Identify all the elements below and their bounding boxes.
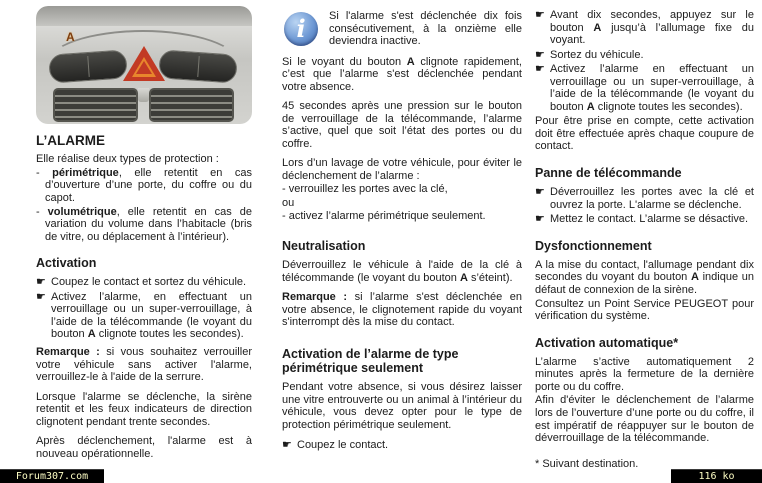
vent-center-clip: [138, 88, 149, 102]
paragraph: Lors d’un lavage de votre véhicule, pour éviter le déclenchement de l’alarme :: [282, 157, 522, 182]
list-item: [535, 49, 754, 62]
section-title-activation: Activation: [36, 256, 97, 271]
section-title-perimeter-activation: Activation de l’alarme de type périmétrique seulement: [282, 346, 459, 376]
column-1: [36, 4, 252, 477]
page-title: L’ALARME: [36, 133, 105, 148]
air-vent-right: [149, 88, 234, 122]
remark-text: Remarque : si l’alarme s'est déclenchée en votre absence, le clignotement rapide du voyant s'interrompt dès la mise du contact.: [282, 291, 522, 329]
paragraph: L’alarme s’active automatiquement 2 minutes après la fermeture de la dernière porte ou du coffre.: [535, 355, 754, 393]
paragraph: A la mise du contact, l'allumage pendant dix secondes du voyant du bouton A indique un défaut de connexion de la sirène.: [535, 258, 754, 296]
paragraph: Pendant votre absence, si vous désirez laisser une vitre entrouverte ou un animal à l’intérieur du véhicule, vous devez opter pour le type de protection périmétrique seulement.: [282, 381, 522, 431]
paragraph: Afin d'éviter le déclenchement de l’alarme lors de l’ouverture d’une porte ou du coffre, il est impératif de réappuyer sur le bouton de déverrouillage de la télécommande.: [535, 394, 754, 445]
button-a-callout-label: A: [66, 30, 75, 44]
list-item-text: Coupez le contact et sortez du véhicule.: [51, 276, 247, 289]
paragraph: Lorsque l'alarme se déclenche, la sirène retentit et les feux indicateurs de direction clignotent pendant trente secondes.: [36, 390, 252, 428]
paragraph: Consultez un Point Service PEUGEOT pour vérification du système.: [535, 297, 754, 323]
dashboard-top-trim: [36, 6, 252, 26]
paragraph: Pour être prise en compte, cette activation doit être effectuée après chaque coupure de contact.: [535, 115, 754, 153]
list-item-text: Mettez le contact. L’alarme se désactive.: [550, 213, 749, 226]
hand-bullet-icon: ☛: [535, 186, 545, 199]
list-item-text: Sortez du véhicule.: [550, 48, 644, 61]
list-item-text: Avant dix secondes, appuyez sur le bouton A jusqu’à l’allumage fixe du voyant.: [550, 9, 755, 47]
info-note-text: Si l'alarme s'est déclenchée dix fois consécutivement, à la onzième elle deviendra inactive.: [329, 10, 522, 48]
dashboard-photo: [36, 6, 252, 124]
hand-bullet-icon: ☛: [535, 48, 545, 61]
column-2: [282, 4, 522, 477]
wash-option-1: - verrouillez les portes avec la clé,: [282, 183, 448, 196]
list-item-text: Coupez le contact.: [297, 438, 389, 451]
intro-text: Elle réalise deux types de protection :: [36, 153, 219, 166]
list-item: [535, 9, 754, 47]
section-title-activation-automatique: Activation automatique*: [535, 335, 679, 350]
list-item-text: Activez l’alarme en effectuant un verrouillage ou un super-verrouillage, à l’aide de la télécommande (le voyant du bouton A clignote toutes les secondes).: [550, 63, 754, 113]
paragraph: Après déclenchement, l'alarme est à nouveau opérationnelle.: [36, 435, 252, 460]
footnote: * Suivant destination.: [535, 457, 639, 470]
list-item: [535, 186, 754, 211]
protection-type-perimetrique: - périmétrique, elle retentit en cas d’ouverture d’une porte, du coffre ou du capot.: [36, 166, 252, 204]
column-3: [535, 4, 754, 477]
section-title-dysfonctionnement: Dysfonctionnement: [535, 238, 652, 253]
list-item: [36, 291, 252, 341]
list-item-text: Déverrouillez les portes avec la clé et ouvrez la porte. L'alarme se déclenche.: [550, 186, 754, 211]
list-item: [535, 213, 754, 226]
section-title-panne: Panne de télécommande: [535, 165, 682, 180]
hazard-warning-inner-triangle: [132, 57, 156, 77]
hand-bullet-icon: ☛: [282, 438, 292, 451]
paragraph: 45 secondes après une pression sur le bouton de verrouillage de la télécommande, l’alarme s’active, quel que soit l’état des portes ou du coffre.: [282, 100, 522, 150]
wash-option-2: - activez l’alarme périmétrique seulement.: [282, 210, 486, 223]
dashboard-right-buttons: [158, 49, 238, 83]
paragraph: Si le voyant du bouton A clignote rapidement, c’est que l’alarme s'est déclenchée pendant votre absence.: [282, 55, 522, 93]
list-item: [282, 439, 522, 452]
section-title-neutralisation: Neutralisation: [282, 238, 366, 253]
hand-bullet-icon: ☛: [36, 290, 46, 303]
dashboard-left-buttons: [48, 49, 128, 83]
hazard-warning-icon: [123, 46, 165, 81]
hand-bullet-icon: ☛: [36, 276, 46, 289]
info-note: [282, 10, 522, 48]
list-item: [36, 276, 252, 289]
footer-filesize-label: 116 ko: [671, 469, 762, 483]
footer-site-label: Forum307.com: [0, 469, 104, 483]
paragraph: Déverrouillez le véhicule à l'aide de la clé à télécommande (le voyant du bouton A s’éteint).: [282, 259, 522, 284]
protection-type-volumetrique: - volumétrique, elle retentit en cas de variation du volume dans l’habitacle (bris de vitre, ou déplacement à l’intérieur).: [36, 205, 252, 243]
list-item-text: Activez l’alarme, en effectuant un verrouillage ou un super-verrouillage, à l’aide de la télécommande (le voyant du bouton A clignote toutes les secondes).: [51, 290, 252, 341]
or-word: ou: [282, 196, 295, 209]
remark-text: Remarque : si vous souhaitez verrouiller votre véhicule sans activer l'alarme, verrouillez-le à l'aide de la serrure.: [36, 346, 252, 384]
info-icon: i: [284, 12, 318, 46]
hand-bullet-icon: ☛: [535, 213, 545, 226]
air-vent-left: [53, 88, 138, 122]
list-item: [535, 63, 754, 113]
hand-bullet-icon: ☛: [535, 9, 545, 21]
hand-bullet-icon: ☛: [535, 63, 545, 76]
